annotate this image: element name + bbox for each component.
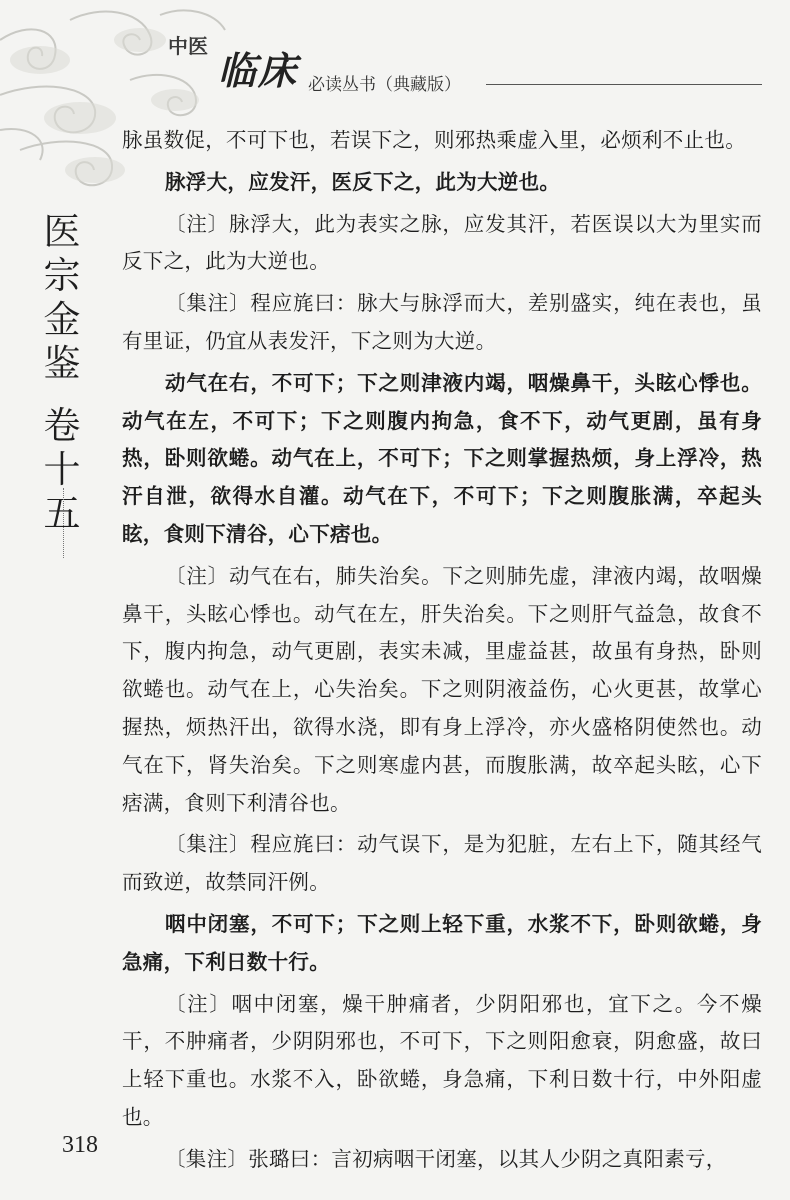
paragraph-collected-annotation: 〔集注〕程应旄曰：脉大与脉浮而大，差别盛实，纯在表也，虽有里证，仍宜从表发汗，下之则为大逆。: [122, 291, 762, 353]
side-volume-char: 卷: [43, 404, 81, 447]
paragraph-classic-text: 脉浮大，应发汗，医反下之，此为大逆也。: [165, 169, 561, 194]
paragraph-annotation: 〔注〕脉浮大，此为表实之脉，应发其汗，若医误以大为里实而反下之，此为大逆也。: [122, 211, 762, 274]
header-rule: [486, 84, 762, 85]
paragraph-collected-annotation: 〔集注〕张璐曰：言初病咽干闭塞，以其人少阴之真阳素亏，: [165, 1146, 727, 1171]
paragraph-collected-annotation: 〔集注〕程应旄曰：动气误下，是为犯脏，左右上下，随其经气而致逆，故禁同汗例。: [122, 832, 762, 895]
series-subtitle: 必读丛书（典藏版）: [308, 75, 461, 95]
side-title-char: 金: [43, 298, 81, 341]
series-name-small: 中医: [168, 34, 208, 58]
side-volume-char: 五: [43, 492, 81, 535]
paragraph-annotation: 〔注〕动气在右，肺失治矣。下之则肺先虚，津液内竭，故咽燥鼻干，头眩心悸也。动气在左，肝失治矣。下之则肝气益急，故食不下，腹内拘急，动气更剧，表实未减，里虚益甚，故虽有身热，卧则欲蜷也。动气在上，心失治矣。下之则阴液益伤，心火更甚，故掌心握热，烦热汗出，欲得水浇，即有身上浮冷，亦火盛格阴使然也。动气在下，肾失治矣。下之则寒虚内甚，而腹胀满，故卒起头眩，心下痞满，食则下利清谷也。: [122, 563, 762, 815]
series-name-large: 临床: [218, 49, 299, 93]
body-text: [122, 122, 762, 1183]
side-volume-char: 十: [43, 448, 81, 491]
side-title-char: 鉴: [43, 342, 81, 385]
side-dotted-rule: [63, 488, 64, 558]
paragraph: 脉虽数促，不可下也，若误下之，则邪热乘虚入里，必烦利不止也。: [122, 128, 746, 152]
side-title-char: 医: [43, 210, 81, 253]
paragraph-classic-text: 动气在右，不可下；下之则津液内竭，咽燥鼻干，头眩心悸也。动气在左，不可下；下之则腹内拘急，食不下，动气更剧，虽有身热，卧则欲蜷。动气在上，不可下；下之则掌握热烦，身上浮冷，热汗自泄，欲得水自灌。动气在下，不可下；下之则腹胀满，卒起头眩，食则下清谷，心下痞也。: [122, 370, 762, 546]
paragraph-annotation: 〔注〕咽中闭塞，燥干肿痛者，少阴阳邪也，宜下之。今不燥干，不肿痛者，少阴阴邪也，不可下，下之则阳愈衰，阴愈盛，故曰上轻下重也。水浆不入，卧欲蜷，身急痛，下利日数十行，中外阳虚也。: [122, 991, 762, 1129]
side-title-char: 宗: [43, 254, 81, 297]
running-header: [168, 28, 768, 98]
side-book-title: [40, 210, 84, 536]
page-number: 318: [62, 1132, 98, 1158]
paragraph-classic-text: 咽中闭塞，不可下；下之则上轻下重，水浆不下，卧则欲蜷，身急痛，下利日数十行。: [122, 911, 762, 974]
